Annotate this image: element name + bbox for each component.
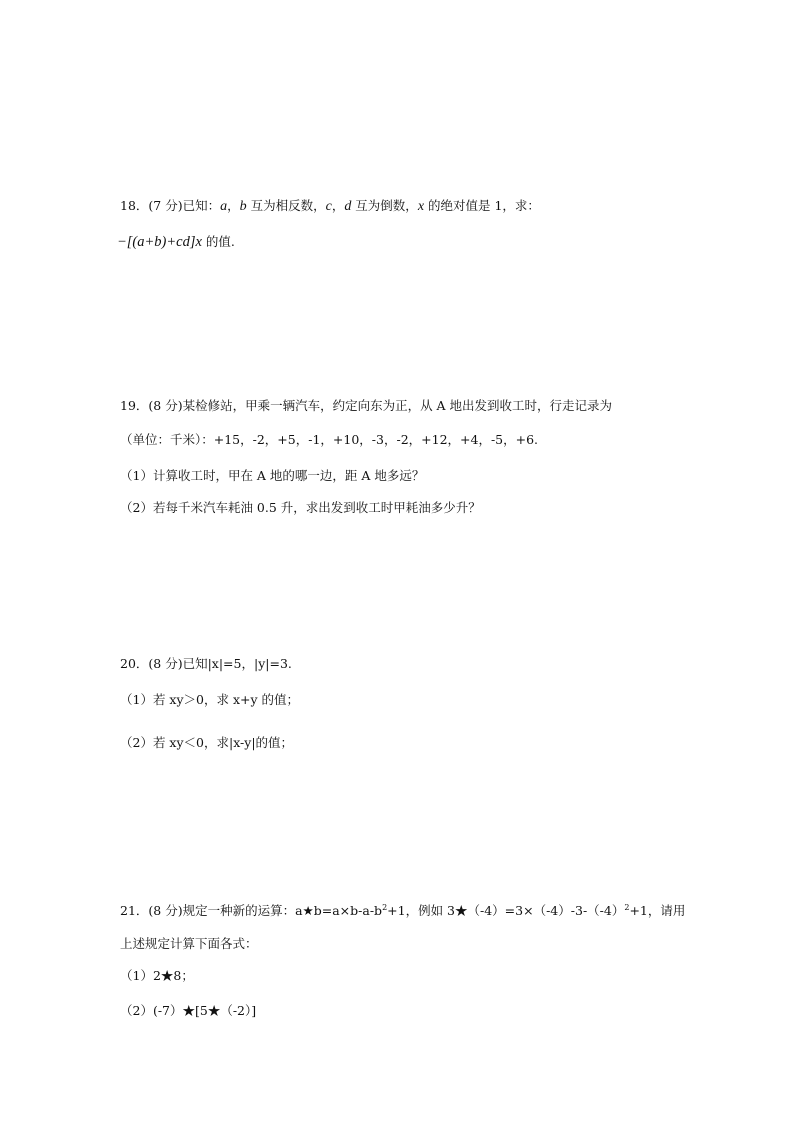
q18-sep1: ， xyxy=(227,198,240,213)
q19-line1: 19．(8 分)某检修站，甲乘一辆汽车，约定向东为正，从 A 地出发到收工时，行走记录为 xyxy=(120,398,613,413)
q18-formula-tail: 的值. xyxy=(201,234,235,249)
q20-sub2: （2）若 xy＜0，求|x-y|的值； xyxy=(120,735,294,750)
q18-line1 xyxy=(120,198,540,215)
q21-line1-mid: +1，例如 3★（-4）=3×（-4）-3-（-4） xyxy=(387,903,625,919)
q21-sub1: （1）2★8； xyxy=(120,968,194,983)
q21-sup2: 2 xyxy=(624,903,630,912)
q19-line2: （单位：千米）：+15，-2，+5，-1，+10，-3，-2，+12，+4，-5，+6. xyxy=(120,432,539,447)
q18-var-d: d xyxy=(344,199,352,214)
q18-text1: 互为相反数， xyxy=(246,198,326,213)
q18-sep2: ， xyxy=(331,198,345,213)
q18-head: 18．(7 分)已知： xyxy=(120,198,221,213)
q19-sub2: （2）若每千米汽车耗油 0.5 升，求出发到收工时甲耗油多少升？ xyxy=(120,500,481,515)
q18-var-c: c xyxy=(325,199,332,214)
q21-line1-pre: 21．(8 分)规定一种新的运算：a★b=a×b-a-b xyxy=(120,903,383,919)
q20-line1: 20．(8 分)已知|x|=5，|y|=3. xyxy=(120,656,292,671)
q18-text3: 的绝对值是 1，求： xyxy=(424,198,540,213)
q21-line2: 上述规定计算下面各式： xyxy=(120,936,258,951)
q21-line1-post: +1，请用 xyxy=(629,903,686,919)
q18-line2 xyxy=(117,234,235,250)
q18-var-x: x xyxy=(417,199,425,214)
q20-sub1: （1）若 xy＞0，求 x+y 的值； xyxy=(120,692,300,707)
q21-sub2: （2）(-7）★[5★（-2）] xyxy=(120,1003,257,1018)
q18-formula: −[(a+b)+cd]x xyxy=(117,234,202,250)
q19-sub1: （1）计算收工时，甲在 A 地的哪一边，距 A 地多远？ xyxy=(120,468,425,483)
q18-text2: 互为倒数， xyxy=(351,198,418,213)
q21-line1 xyxy=(120,900,685,919)
q18-var-b: b xyxy=(239,199,247,214)
q21-sup1: 2 xyxy=(382,903,388,912)
q18-var-a: a xyxy=(220,199,228,214)
